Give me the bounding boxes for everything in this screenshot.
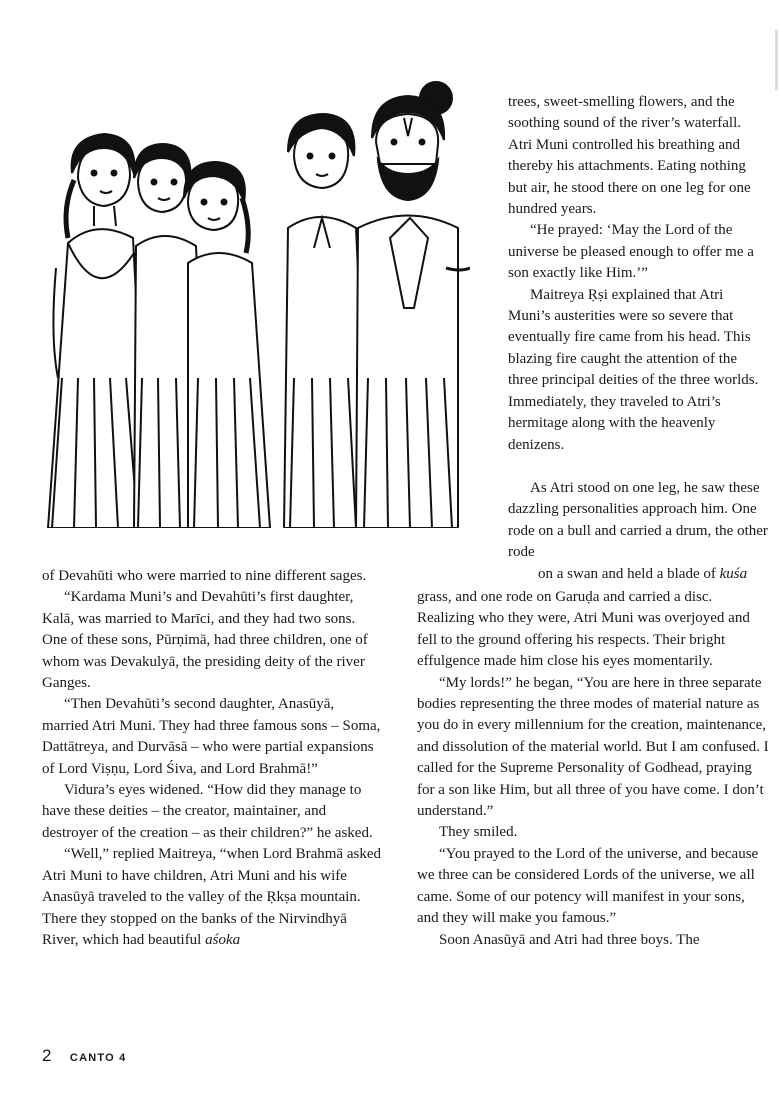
paragraph: “My lords!” he began, “You are here in three separate bodies representing the three modes of material nature as you do in every millennium for the creation, maintenance, and dissolution of the material world. But I am confused. I called for the Supreme Personality of Godhead, praying for a son like Him, but all three of you have come. I don’t understand.”	[417, 674, 769, 820]
paragraph	[42, 844, 382, 951]
paragraph: trees, sweet-smelling flowers, and the soothing sound of the river’s waterfall. Atri Muni controlled his breathing and thereby his attachments. Eating nothing but air, he stood there on one leg for one hundred years.	[508, 94, 751, 218]
women-and-sage-drawing-icon	[38, 78, 470, 528]
paragraph: “Then Devahūti’s second daughter, Anasūyā, married Atri Muni. They had three famous sons – Soma, Dattātreya, and Durvāsā – who were partial expansions of Lord Viṣṇu, Lord Śiva, and Lord Brahmā!”	[42, 696, 381, 777]
paragraph: Vidura’s eyes widened. “How did they manage to have these deities – the creator, maintainer, and destroyer of the creation – as their children?” he asked.	[42, 782, 373, 841]
right-column-bottom	[417, 587, 769, 951]
paragraph-line	[508, 564, 768, 585]
paragraph: grass, and one rode on Garuḍa and carried a disc. Realizing who they were, Atri Muni was overjoyed and fell to the ground offering his respects. Their bright effulgence made him close his eyes momentarily.	[417, 589, 750, 670]
paragraph: “He prayed: ‘May the Lord of the universe be pleased enough to offer me a son exactly like Him.’”	[508, 222, 754, 282]
paragraph: “Kardama Muni’s and Devahūti’s first daughter, Kalā, was married to Marīci, and they had two sons. One of these sons, Pūrṇimā, had three children, one of whom was Devakulyā, the presiding deity of the river Ganges.	[42, 589, 368, 692]
running-footer-canto: CANTO 4	[69, 1052, 127, 1064]
left-column-bottom	[42, 566, 382, 951]
italic-term: aśoka	[205, 931, 241, 948]
page-footer	[42, 1046, 126, 1066]
paragraph: of Devahūti who were married to nine different sages.	[42, 568, 367, 584]
text-span: “Well,” replied Maitreya, “when Lord Brahmā asked Atri Muni to have children, Atri Muni and his wife Anasūyā traveled to the valley of the Ṛkṣa mountain. There they stopped on the banks of the Nirvindhyā River, which had beautiful	[42, 846, 381, 948]
right-column-middle	[508, 478, 768, 585]
text-span: on a swan and held a blade of	[538, 565, 716, 582]
page-edge-mark	[775, 30, 778, 90]
paragraph: They smiled.	[439, 824, 518, 841]
right-column-top	[508, 92, 768, 456]
page-number: 2	[42, 1046, 52, 1065]
paragraph: As Atri stood on one leg, he saw these dazzling personalities approach him. One rode on a bull and carried a drum, the other rode	[508, 480, 768, 561]
italic-term: kuśa	[719, 565, 748, 582]
paragraph: “You prayed to the Lord of the universe, and because we three can be considered Lords of the universe, we all came. Some of our potency will manifest in your sons, and they will make you famous.”	[417, 845, 759, 927]
paragraph: Soon Anasūyā and Atri had three boys. The	[439, 931, 700, 948]
paragraph: Maitreya Ṛṣi explained that Atri Muni’s austerities were so severe that eventually fire came from his head. This blazing fire caught the attention of the three principal deities of the three worlds. Immediately, they traveled to Atri’s hermitage along with the heavenly denizens.	[508, 286, 759, 453]
